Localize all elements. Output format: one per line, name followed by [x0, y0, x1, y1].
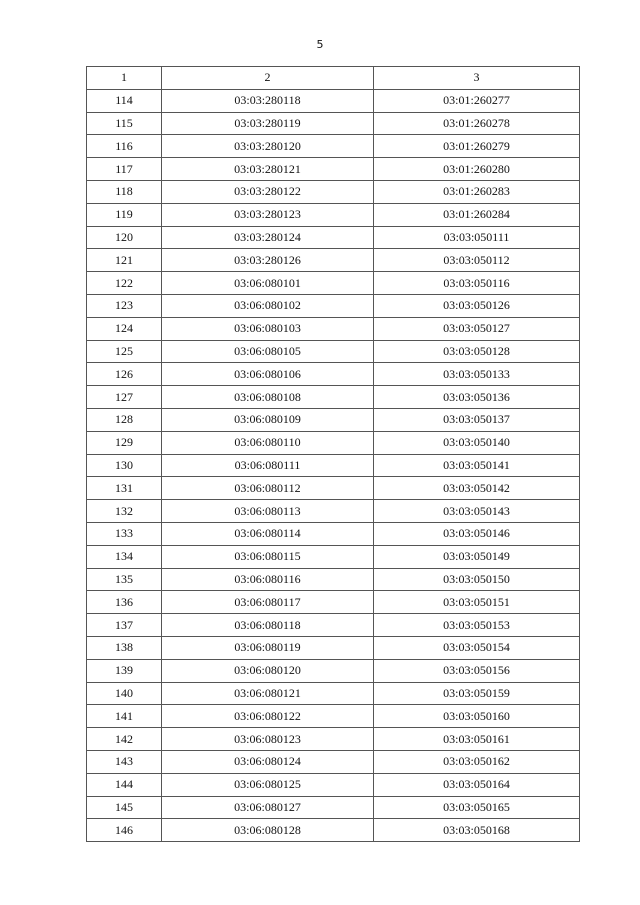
- table-body: [87, 89, 580, 841]
- table-cell-col-2: 03:06:080110: [162, 431, 374, 454]
- table-cell-col-2: 03:06:080120: [162, 659, 374, 682]
- table-row: [87, 272, 580, 295]
- table-cell-col-1: 136: [87, 591, 162, 614]
- table-cell-col-1: 128: [87, 408, 162, 431]
- table-cell-col-3: 03:03:050150: [374, 568, 580, 591]
- table-cell-col-1: 119: [87, 203, 162, 226]
- table-cell-col-3: 03:03:050142: [374, 477, 580, 500]
- table-cell-col-1: 116: [87, 135, 162, 158]
- table-cell-col-2: 03:06:080108: [162, 386, 374, 409]
- table-cell-col-2: 03:06:080121: [162, 682, 374, 705]
- table-row: [87, 294, 580, 317]
- table-cell-col-2: 03:06:080117: [162, 591, 374, 614]
- table-cell-col-2: 03:06:080101: [162, 272, 374, 295]
- table-cell-col-1: 144: [87, 773, 162, 796]
- table-cell-col-1: 143: [87, 750, 162, 773]
- table-row: [87, 363, 580, 386]
- table-cell-col-1: 133: [87, 522, 162, 545]
- table-row: [87, 340, 580, 363]
- table-cell-col-1: 132: [87, 500, 162, 523]
- table-cell-col-2: 03:06:080119: [162, 636, 374, 659]
- table-cell-col-3: 03:03:050165: [374, 796, 580, 819]
- table-cell-col-2: 03:06:080114: [162, 522, 374, 545]
- table-cell-col-3: 03:03:050116: [374, 272, 580, 295]
- table-cell-col-1: 137: [87, 614, 162, 637]
- table-cell-col-1: 139: [87, 659, 162, 682]
- table-row: [87, 135, 580, 158]
- table-cell-col-2: 03:03:280119: [162, 112, 374, 135]
- table-cell-col-3: 03:03:050111: [374, 226, 580, 249]
- table-cell-col-1: 120: [87, 226, 162, 249]
- table-cell-col-1: 122: [87, 272, 162, 295]
- table-cell-col-3: 03:03:050162: [374, 750, 580, 773]
- table-cell-col-1: 146: [87, 819, 162, 842]
- table-row: [87, 522, 580, 545]
- column-header-1: 1: [87, 67, 162, 90]
- table-cell-col-3: 03:03:050160: [374, 705, 580, 728]
- table-cell-col-1: 135: [87, 568, 162, 591]
- table-cell-col-1: 129: [87, 431, 162, 454]
- table-row: [87, 682, 580, 705]
- table-cell-col-3: 03:03:050151: [374, 591, 580, 614]
- table-row: [87, 659, 580, 682]
- table-cell-col-2: 03:06:080118: [162, 614, 374, 637]
- table-row: [87, 568, 580, 591]
- table-cell-col-3: 03:03:050133: [374, 363, 580, 386]
- table-cell-col-1: 114: [87, 89, 162, 112]
- table-cell-col-1: 138: [87, 636, 162, 659]
- column-header-2: 2: [162, 67, 374, 90]
- table-cell-col-2: 03:06:080116: [162, 568, 374, 591]
- table-row: [87, 773, 580, 796]
- table-cell-col-2: 03:06:080128: [162, 819, 374, 842]
- table-row: [87, 705, 580, 728]
- table-cell-col-1: 117: [87, 158, 162, 181]
- table-cell-col-3: 03:03:050159: [374, 682, 580, 705]
- table-cell-col-1: 142: [87, 728, 162, 751]
- table-row: [87, 500, 580, 523]
- table-cell-col-2: 03:06:080106: [162, 363, 374, 386]
- table-row: [87, 796, 580, 819]
- table-cell-col-2: 03:06:080102: [162, 294, 374, 317]
- table-cell-col-1: 125: [87, 340, 162, 363]
- table-cell-col-3: 03:03:050136: [374, 386, 580, 409]
- table-cell-col-3: 03:01:260280: [374, 158, 580, 181]
- table-cell-col-3: 03:03:050112: [374, 249, 580, 272]
- table-cell-col-3: 03:01:260283: [374, 180, 580, 203]
- table-cell-col-2: 03:06:080113: [162, 500, 374, 523]
- table-cell-col-3: 03:03:050141: [374, 454, 580, 477]
- table-row: [87, 249, 580, 272]
- table-cell-col-2: 03:06:080103: [162, 317, 374, 340]
- table-cell-col-3: 03:03:050164: [374, 773, 580, 796]
- column-header-3: 3: [374, 67, 580, 90]
- table-cell-col-3: 03:01:260284: [374, 203, 580, 226]
- table-row: [87, 545, 580, 568]
- table-cell-col-1: 130: [87, 454, 162, 477]
- table-cell-col-3: 03:03:050126: [374, 294, 580, 317]
- table-row: [87, 386, 580, 409]
- table-cell-col-3: 03:01:260278: [374, 112, 580, 135]
- table-cell-col-1: 127: [87, 386, 162, 409]
- table-cell-col-1: 134: [87, 545, 162, 568]
- table-row: [87, 477, 580, 500]
- table-row: [87, 158, 580, 181]
- table-row: [87, 750, 580, 773]
- table-cell-col-2: 03:06:080111: [162, 454, 374, 477]
- table-cell-col-2: 03:03:280123: [162, 203, 374, 226]
- table-row: [87, 180, 580, 203]
- table-cell-col-2: 03:06:080125: [162, 773, 374, 796]
- table-cell-col-2: 03:06:080109: [162, 408, 374, 431]
- table-cell-col-2: 03:03:280126: [162, 249, 374, 272]
- table-cell-col-1: 118: [87, 180, 162, 203]
- table-cell-col-2: 03:06:080112: [162, 477, 374, 500]
- table-cell-col-3: 03:03:050143: [374, 500, 580, 523]
- table-cell-col-2: 03:06:080122: [162, 705, 374, 728]
- table-cell-col-1: 145: [87, 796, 162, 819]
- table-cell-col-3: 03:03:050140: [374, 431, 580, 454]
- table-cell-col-3: 03:03:050161: [374, 728, 580, 751]
- table-cell-col-2: 03:06:080123: [162, 728, 374, 751]
- table-row: [87, 454, 580, 477]
- table-cell-col-2: 03:03:280124: [162, 226, 374, 249]
- table-cell-col-3: 03:01:260277: [374, 89, 580, 112]
- table-cell-col-1: 123: [87, 294, 162, 317]
- table-cell-col-2: 03:06:080124: [162, 750, 374, 773]
- table-cell-col-3: 03:03:050156: [374, 659, 580, 682]
- table-cell-col-3: 03:03:050128: [374, 340, 580, 363]
- header-row: [87, 67, 580, 90]
- table-row: [87, 591, 580, 614]
- table-row: [87, 112, 580, 135]
- table-cell-col-1: 124: [87, 317, 162, 340]
- table-cell-col-2: 03:03:280122: [162, 180, 374, 203]
- table-cell-col-3: 03:03:050153: [374, 614, 580, 637]
- table-cell-col-3: 03:03:050149: [374, 545, 580, 568]
- table-row: [87, 431, 580, 454]
- table-cell-col-2: 03:06:080115: [162, 545, 374, 568]
- table-cell-col-3: 03:03:050146: [374, 522, 580, 545]
- table-cell-col-1: 126: [87, 363, 162, 386]
- table-cell-col-1: 115: [87, 112, 162, 135]
- table-cell-col-2: 03:03:280121: [162, 158, 374, 181]
- table-row: [87, 819, 580, 842]
- table-cell-col-2: 03:03:280120: [162, 135, 374, 158]
- table-cell-col-3: 03:03:050127: [374, 317, 580, 340]
- page-number: 5: [316, 38, 324, 51]
- table-cell-col-3: 03:01:260279: [374, 135, 580, 158]
- table-cell-col-3: 03:03:050168: [374, 819, 580, 842]
- table-row: [87, 408, 580, 431]
- table-cell-col-1: 121: [87, 249, 162, 272]
- table-row: [87, 614, 580, 637]
- table-cell-col-1: 140: [87, 682, 162, 705]
- table-cell-col-2: 03:03:280118: [162, 89, 374, 112]
- table-row: [87, 203, 580, 226]
- table-header: [87, 67, 580, 90]
- table-row: [87, 636, 580, 659]
- data-table: [86, 66, 580, 842]
- table-cell-col-3: 03:03:050154: [374, 636, 580, 659]
- table-cell-col-1: 131: [87, 477, 162, 500]
- table-cell-col-2: 03:06:080105: [162, 340, 374, 363]
- table-cell-col-2: 03:06:080127: [162, 796, 374, 819]
- table-cell-col-1: 141: [87, 705, 162, 728]
- table-row: [87, 728, 580, 751]
- table-cell-col-3: 03:03:050137: [374, 408, 580, 431]
- table-row: [87, 317, 580, 340]
- table-row: [87, 89, 580, 112]
- table-row: [87, 226, 580, 249]
